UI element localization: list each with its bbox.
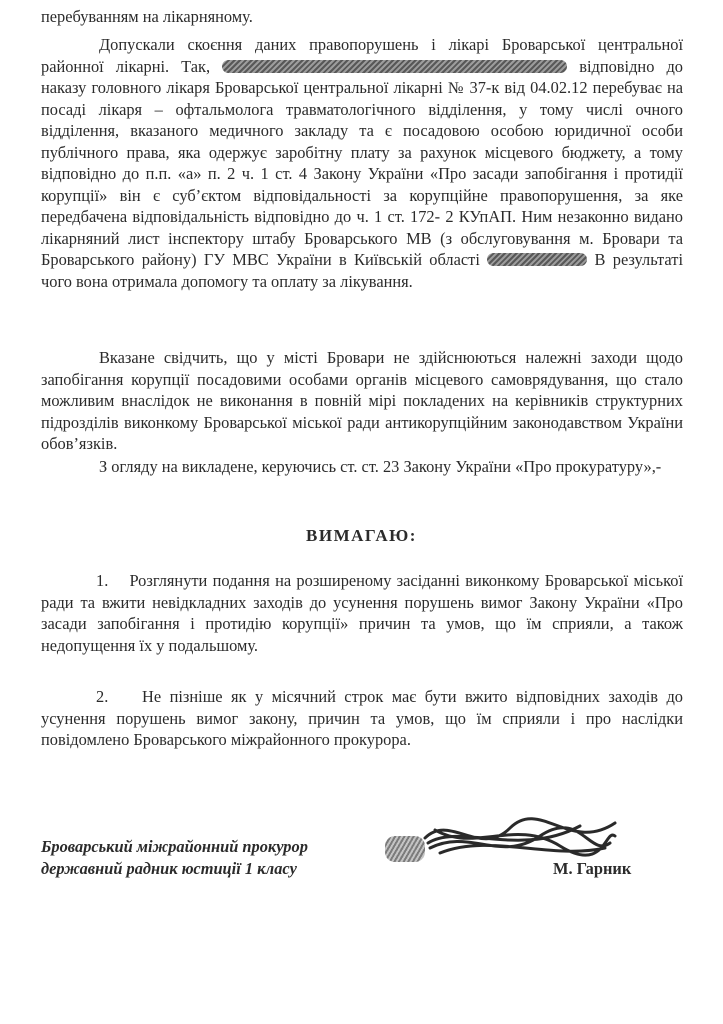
paragraph-doctors-part-a: Допускали скоєння даних правопорушень і лікарі Броварської центральної районної лікарні. Так, [41,35,683,76]
signatory-position-line-1: Броварський міжрайонний прокурор [41,837,308,856]
requirement-item-2: 2. Не пізніше як у місячний строк має бути вжито відповідних заходів до усунення порушень вимог закону, причин та умов, що їм сприяли і про наслідки повідомлено Броварського міжрайонного прокурора. [41,687,683,749]
signatory-name: М. Гарник [553,859,632,878]
paragraph-top: перебуванням на лікарняному. [41,7,253,26]
signatory-position-line-2: державний радник юстиції 1 класу [41,859,297,878]
paragraph-legal-basis: З огляду на викладене, керуючись ст. ст. 23 Закону України «Про прокуратуру»,- [99,457,662,476]
redacted-name-mark [487,253,587,266]
requirement-item-1: 1. Розглянути подання на розширеному засіданні виконкому Броварської міської ради та вжити невідкладних заходів до усунення порушень вимог Закону України «Про засади запобігання і протидію корупції» причин та умов, що їм сприяли, а також недопущення їх у подальшому. [41,571,683,655]
redacted-name-mark [222,60,567,73]
paragraph-doctors-part-b: відповідно до наказу головного лікаря Броварської центральної лікарні № 37-к від 04.02.12 перебуває на посаді лікаря – офтальмолога травматологічного відділення, у тому числі очного відділення, вказаного медичного закладу та є посадовою особою юридичної особи публічного права, яка одержує заробітну плату за рахунок місцевого бюджету, а тому відповідно до п.п. «а» п. 2 ч. 1 ст. 4 Закону України «Про засади запобігання і протидії корупції» він є суб’єктом відповідальності за корупційне правопорушення, за яке передбачена відповідальність відповідно до ч. 1 ст. 172- 2 КУпАП. Ним незаконно видано лікарняний лист інспектору штабу Броварського МВ (з обслуговування м. Бровари та Броварського району) ГУ МВС України в Київській області [41,56,683,269]
demand-heading: ВИМАГАЮ: [306,526,417,545]
paragraph-doctors-part-c: В результаті чого вона отримала допомогу та оплату за лікування. [41,250,683,291]
paragraph-conclusion: Вказане свідчить, що у місті Бровари не здійснюються належні заходи щодо запобігання корупції посадовими особами органів місцевого самоврядування, що стало можливим внаслідок не виконання в повній мірі покладених на керівників структурних підрозділів виконкому Броварської міської ради антикорупційним законодавством України обов’язків. [41,348,683,453]
redacted-stamp-mark [385,836,425,862]
paragraph-doctors [41,34,683,292]
signatory-position [41,836,308,880]
